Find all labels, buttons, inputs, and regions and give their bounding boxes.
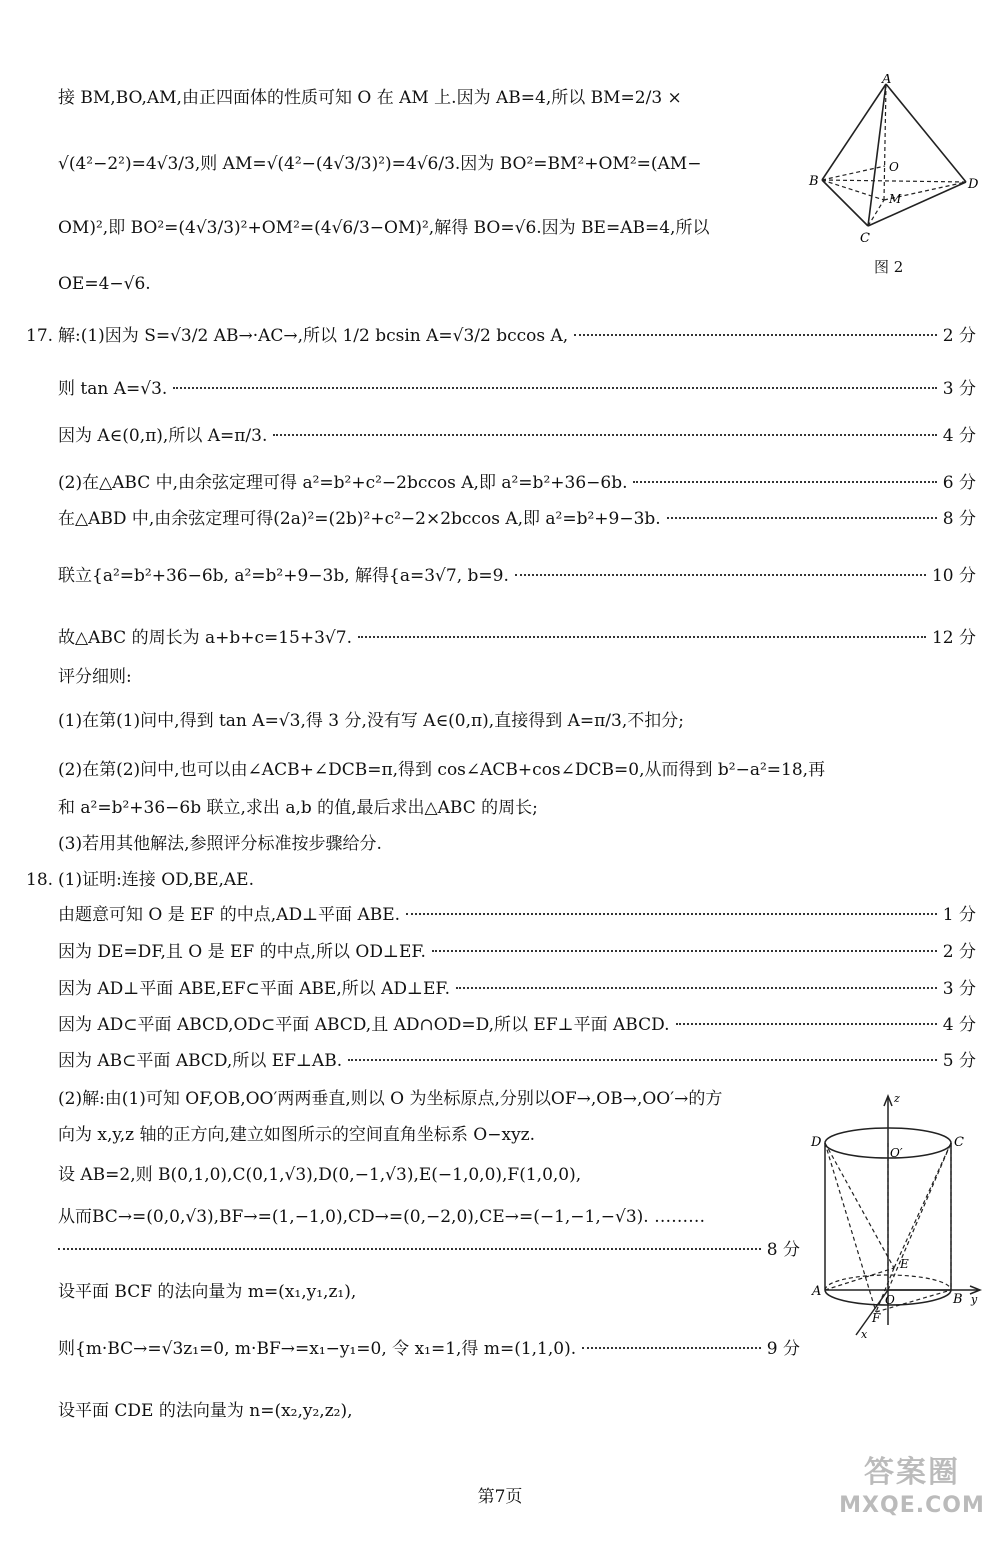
leader-dots bbox=[582, 1347, 761, 1349]
q17-step-5 bbox=[58, 507, 976, 531]
step-score: 8 分 bbox=[766, 1240, 800, 1260]
q18-step-2 bbox=[58, 940, 976, 964]
top-line-2: √(4²−2²)=4√3/3,则 AM=√(4²−(4√3/3)²)=4√6/3.因为 BO²=BM²+OM²=(AM− bbox=[58, 154, 702, 174]
step-text: 则 tan A=√3. bbox=[58, 379, 168, 399]
leader-dots bbox=[515, 574, 926, 576]
q18-step-9 bbox=[58, 1337, 800, 1361]
step-score: 3 分 bbox=[942, 379, 976, 399]
top-line-3: OM)²,即 BO²=(4√3/3)²+OM²=(4√6/3−OM)²,解得 BO=√6.因为 BE=AB=4,所以 bbox=[58, 218, 710, 238]
q18-step-3 bbox=[58, 977, 976, 1001]
fig3-label-o: O bbox=[885, 1293, 895, 1307]
step-text: 在△ABD 中,由余弦定理可得(2a)²=(2b)²+c²−2×2bccos A,即 a²=b²+9−3b. bbox=[58, 509, 661, 529]
fig3-label-c: C bbox=[954, 1135, 964, 1150]
step-score: 12 分 bbox=[931, 628, 976, 648]
step-score: 3 分 bbox=[942, 979, 976, 999]
step-text: 由题意可知 O 是 EF 的中点,AD⊥平面 ABE. bbox=[58, 905, 401, 925]
fig3-label-d: D bbox=[811, 1135, 822, 1150]
step-text: 因为 AB⊂平面 ABCD,所以 EF⊥AB. bbox=[58, 1051, 343, 1071]
fig3-label-a: A bbox=[812, 1284, 822, 1299]
q18-part2-line-3: 设 AB=2,则 B(0,1,0),C(0,1,√3),D(0,−1,√3),E(−1,0,0),F(1,0,0), bbox=[58, 1165, 582, 1185]
leader-dots bbox=[173, 387, 936, 389]
page-number: 第7页 bbox=[477, 1487, 523, 1507]
q18-intro: (1)证明:连接 OD,BE,AE. bbox=[58, 870, 254, 890]
step-text: 故△ABC 的周长为 a+b+c=15+3√7. bbox=[58, 628, 352, 648]
watermark-logo bbox=[832, 1455, 992, 1535]
q17-rubric-2: (2)在第(2)问中,也可以由∠ACB+∠DCB=π,得到 cos∠ACB+cos∠DCB=0,从而得到 b²−a²=18,再 bbox=[58, 760, 826, 780]
q18-part2-line-4: 从而BC→=(0,0,√3),BF→=(1,−1,0),CD→=(0,−2,0),CE→=(−1,−1,−√3). ……… bbox=[58, 1207, 706, 1227]
q17-step-4 bbox=[58, 471, 976, 495]
leader-dots bbox=[667, 517, 937, 519]
leader-dots bbox=[58, 1248, 761, 1250]
leader-dots bbox=[273, 434, 936, 436]
leader-dots bbox=[574, 334, 937, 336]
q18-part2-line-2: 向为 x,y,z 轴的正方向,建立如图所示的空间直角坐标系 O−xyz. bbox=[58, 1125, 536, 1145]
step-score: 2 分 bbox=[942, 942, 976, 962]
fig3-label-z: z bbox=[894, 1092, 900, 1105]
q18-step-4 bbox=[58, 1013, 976, 1037]
q17-step-2 bbox=[58, 377, 976, 401]
step-score: 4 分 bbox=[942, 426, 976, 446]
step-text: 因为 A∈(0,π),所以 A=π/3. bbox=[58, 426, 268, 446]
fig3-label-e: E bbox=[900, 1257, 909, 1271]
leader-dots bbox=[432, 950, 937, 952]
step-text: 解:(1)因为 S=√3/2 AB→·AC→,所以 1/2 bcsin A=√3/2 bccos A, bbox=[58, 326, 569, 346]
step-score: 8 分 bbox=[942, 509, 976, 529]
q18-number: 18. bbox=[26, 870, 54, 890]
figure-2-tetrahedron bbox=[808, 74, 988, 244]
top-line-4: OE=4−√6. bbox=[58, 274, 151, 294]
leader-dots bbox=[358, 636, 926, 638]
leader-dots bbox=[406, 913, 937, 915]
q17-rubric-1: (1)在第(1)问中,得到 tan A=√3,得 3 分,没有写 A∈(0,π),直接得到 A=π/3,不扣分; bbox=[58, 711, 684, 731]
q17-step-6 bbox=[58, 564, 976, 588]
q18-step-8 bbox=[58, 1238, 800, 1262]
q17-rubric-title: 评分细则: bbox=[58, 667, 132, 687]
q17-rubric-4: (3)若用其他解法,参照评分标准按步骤给分. bbox=[58, 834, 382, 854]
fig3-label-o-prime: O′ bbox=[890, 1146, 903, 1160]
step-text: (2)在△ABC 中,由余弦定理可得 a²=b²+c²−2bccos A,即 a²=b²+36−6b. bbox=[58, 473, 628, 493]
fig2-label-m: M bbox=[889, 192, 902, 206]
step-text: 因为 AD⊥平面 ABE,EF⊂平面 ABE,所以 AD⊥EF. bbox=[58, 979, 450, 999]
step-score: 6 分 bbox=[942, 473, 976, 493]
fig3-label-b: B bbox=[953, 1292, 963, 1307]
q17-rubric-3: 和 a²=b²+36−6b 联立,求出 a,b 的值,最后求出△ABC 的周长; bbox=[58, 798, 538, 818]
step-score: 10 分 bbox=[931, 566, 976, 586]
leader-dots bbox=[348, 1059, 937, 1061]
figure-2-caption: 图 2 bbox=[874, 258, 904, 276]
fig2-label-d: D bbox=[968, 177, 979, 192]
leader-dots bbox=[676, 1023, 937, 1025]
step-text: 因为 DE=DF,且 O 是 EF 的中点,所以 OD⊥EF. bbox=[58, 942, 426, 962]
step-score: 4 分 bbox=[942, 1015, 976, 1035]
step-score: 9 分 bbox=[766, 1339, 800, 1359]
q18-step-5 bbox=[58, 1049, 976, 1073]
fig2-label-o: O bbox=[889, 160, 899, 174]
fig3-label-f: F bbox=[872, 1311, 881, 1325]
fig2-label-c: C bbox=[860, 231, 870, 244]
fig3-label-x: x bbox=[861, 1328, 868, 1340]
leader-dots bbox=[456, 987, 937, 989]
step-text: 联立{a²=b²+36−6b, a²=b²+9−3b, 解得{a=3√7, b=9. bbox=[58, 566, 509, 586]
top-line-1: 接 BM,BO,AM,由正四面体的性质可知 O 在 AM 上.因为 AB=4,所以 BM=2/3 × bbox=[58, 88, 682, 108]
q17-number: 17. bbox=[26, 326, 54, 346]
q18-part2-line-1: (2)解:由(1)可知 OF,OB,OO′两两垂直,则以 O 为坐标原点,分别以OF→,OB→,OO′→的方 bbox=[58, 1089, 723, 1109]
step-score: 2 分 bbox=[942, 326, 976, 346]
step-score: 5 分 bbox=[942, 1051, 976, 1071]
fig2-label-b: B bbox=[809, 174, 819, 189]
fig3-label-y: y bbox=[971, 1293, 978, 1306]
fig2-label-a: A bbox=[882, 74, 892, 87]
q18-normal-n-line: 设平面 CDE 的法向量为 n=(x₂,y₂,z₂), bbox=[58, 1401, 353, 1421]
step-text: 则{m·BC→=√3z₁=0, m·BF→=x₁−y₁=0, 令 x₁=1,得 m=(1,1,0). bbox=[58, 1339, 577, 1359]
q18-normal-m-line: 设平面 BCF 的法向量为 m=(x₁,y₁,z₁), bbox=[58, 1282, 357, 1302]
q17-step-7 bbox=[58, 626, 976, 650]
watermark-line-2: MXQE.COM bbox=[839, 1493, 985, 1518]
watermark-line-1: 答案圈 bbox=[864, 1455, 960, 1490]
q18-step-1 bbox=[58, 903, 976, 927]
leader-dots bbox=[633, 481, 936, 483]
q17-step-1 bbox=[58, 324, 976, 348]
q17-step-3 bbox=[58, 424, 976, 448]
step-score: 1 分 bbox=[942, 905, 976, 925]
figure-cylinder bbox=[806, 1090, 996, 1340]
step-text: 因为 AD⊂平面 ABCD,OD⊂平面 ABCD,且 AD∩OD=D,所以 EF⊥平面 ABCD. bbox=[58, 1015, 670, 1035]
